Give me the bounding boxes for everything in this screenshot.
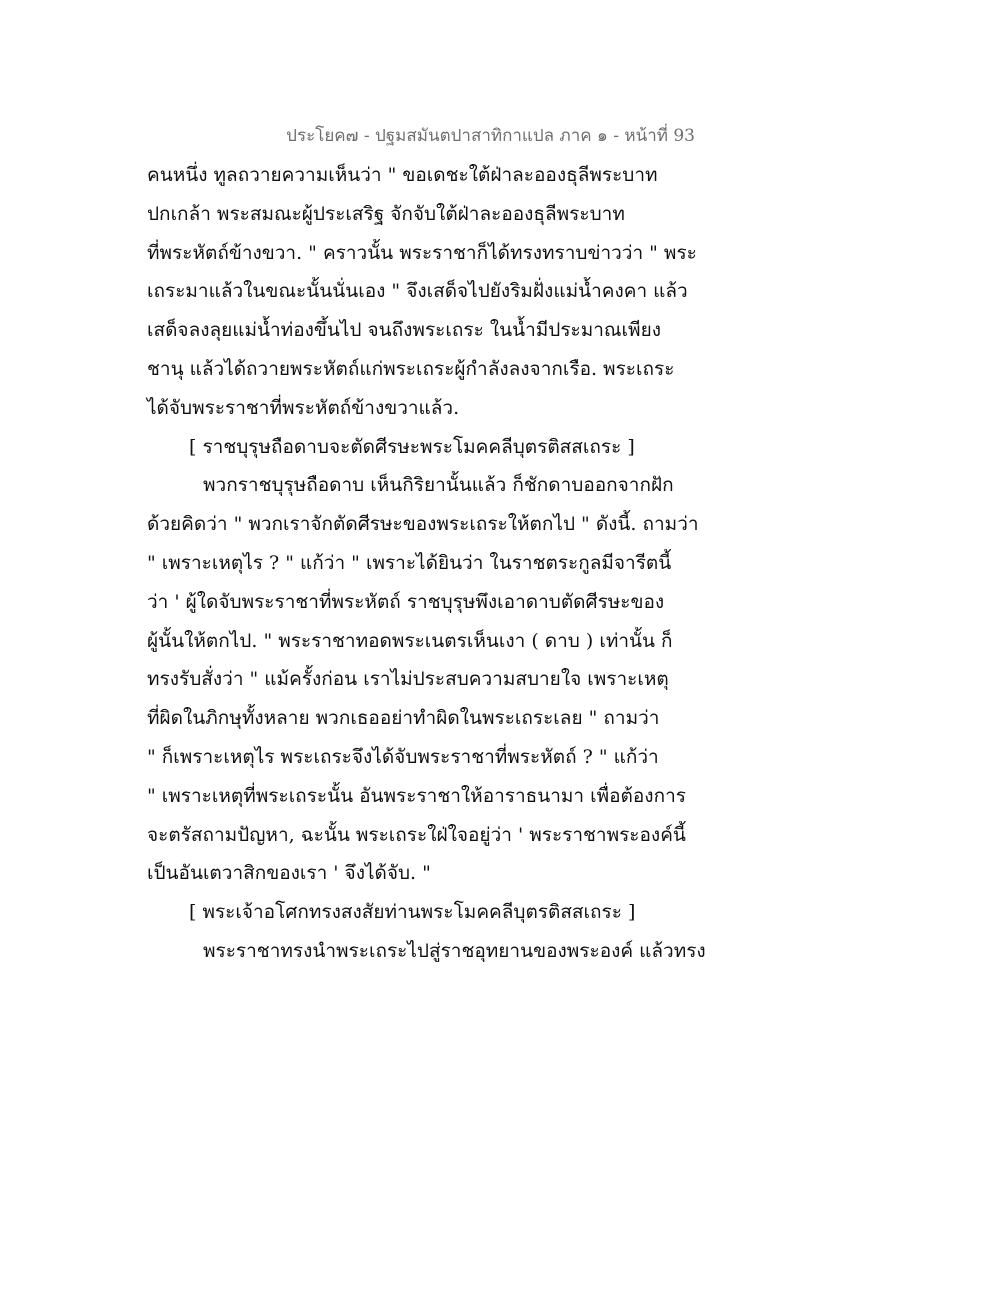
text-line: ผู้นั้นให้ตกไป. " พระราชาทอดพระเนตรเห็นเงา ( ดาบ ) เท่านั้น ก็: [147, 629, 673, 652]
section-heading: [ พระเจ้าอโศกทรงสงสัยท่านพระโมคคลีบุตรติสสเถระ ]: [189, 901, 636, 924]
text-line: ได้จับพระราชาที่พระหัตถ์ข้างขวาแล้ว.: [147, 396, 460, 419]
text-line: ที่พระหัตถ์ข้างขวา. " คราวนั้น พระราชาก็ได้ทรงทราบข่าวว่า " พระ: [147, 241, 697, 264]
text-line: ว่า ' ผู้ใดจับพระราชาที่พระหัตถ์ ราชบุรุษพึงเอาดาบตัดศีรษะของ: [147, 590, 665, 613]
text-line: " ก็เพราะเหตุไร พระเถระจึงได้จับพระราชาที่พระหัตถ์ ? " แก้ว่า: [147, 745, 659, 768]
page-header: ประโยค๗ - ปฐมสมันตปาสาทิกาแปล ภาค ๑ - หน้าที่ 93: [286, 126, 695, 146]
body-text: [147, 156, 707, 971]
text-line: ด้วยคิดว่า " พวกเราจักตัดศีรษะของพระเถระให้ตกไป " ดังนี้. ถามว่า: [147, 513, 699, 536]
text-line: ชานุ แล้วได้ถวายพระหัตถ์แก่พระเถระผู้กำลังลงจากเรือ. พระเถระ: [147, 357, 675, 380]
text-line: ที่ผิดในภิกษุทั้งหลาย พวกเธออย่าทำผิดในพระเถระเลย " ถามว่า: [147, 707, 660, 730]
text-line: " เพราะเหตุที่พระเถระนั้น อันพระราชาให้อาราธนามา เพื่อต้องการ: [147, 784, 686, 807]
text-line: คนหนึ่ง ทูลถวายความเห็นว่า " ขอเดชะใต้ฝ่าละอองธุลีพระบาท: [147, 164, 658, 186]
text-line: พระราชาทรงนำพระเถระไปสู่ราชอุทยานของพระองค์ แล้วทรง: [203, 939, 706, 962]
text-line: เป็นอันเตวาสิกของเรา ' จึงได้จับ. ": [147, 862, 431, 885]
text-line: พวกราชบุรุษถือดาบ เห็นกิริยานั้นแล้ว ก็ชักดาบออกจากฝัก: [203, 474, 674, 497]
section-heading: [ ราชบุรุษถือดาบจะตัดศีรษะพระโมคคลีบุตรติสสเถระ ]: [189, 435, 635, 458]
text-line: จะตรัสถามปัญหา, ฉะนั้น พระเถระใฝ่ใจอยู่ว่า ' พระราชาพระองค์นี้: [147, 823, 686, 846]
text-line: เสด็จลงลุยแม่น้ำท่องขึ้นไป จนถึงพระเถระ ในน้ำมีประมาณเพียง: [147, 319, 661, 342]
text-line: " เพราะเหตุไร ? " แก้ว่า " เพราะได้ยินว่า ในราชตระกูลมีจารีตนี้: [147, 551, 672, 574]
text-line: เถระมาแล้วในขณะนั้นนั่นเอง " จึงเสด็จไปยังริมฝั่งแม่น้ำคงคา แล้ว: [147, 280, 688, 303]
text-line: ปกเกล้า พระสมณะผู้ประเสริฐ จักจับใต้ฝ่าละอองธุลีพระบาท: [147, 202, 625, 225]
text-line: ทรงรับสั่งว่า " แม้ครั้งก่อน เราไม่ประสบความสบายใจ เพราะเหตุ: [147, 668, 669, 691]
